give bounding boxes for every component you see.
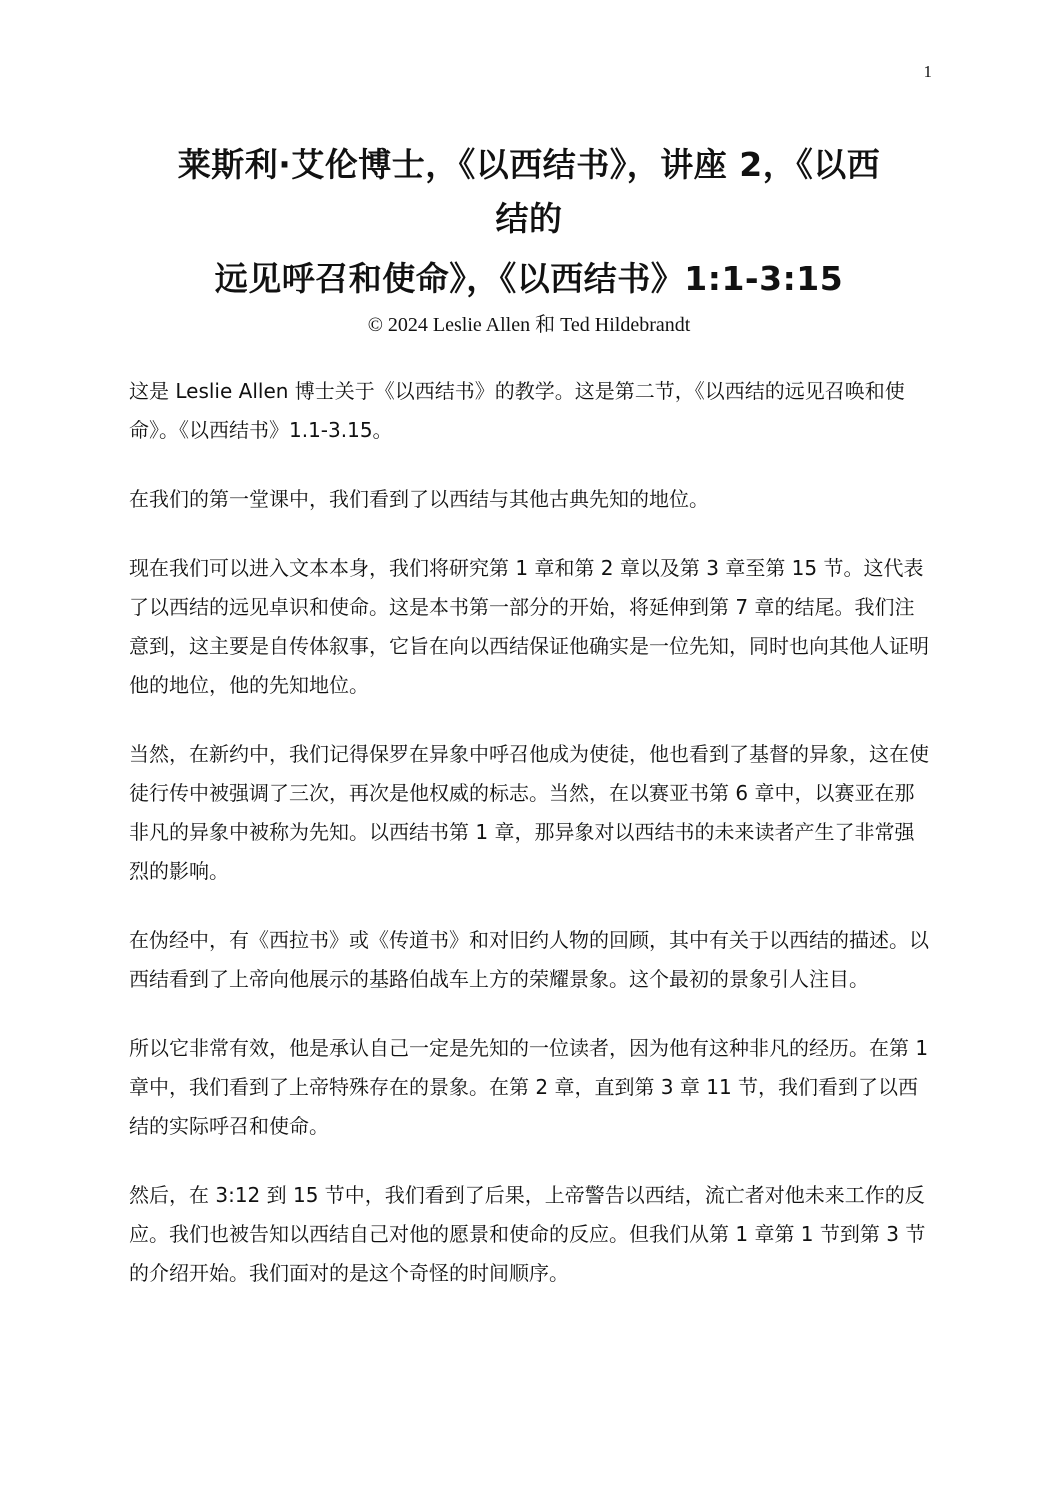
paragraph-intro: 这是 Leslie Allen 博士关于《以西结书》的教学。这是第二节，《以西结的远见召唤和使命》。《以西结书》1.1-3.15。 bbox=[129, 379, 905, 442]
page-number: 1 bbox=[923, 62, 932, 81]
document-title-line-3: 远见呼召和使命》，《以西结书》1:1-3:15 bbox=[214, 259, 844, 298]
document-body bbox=[129, 372, 929, 1323]
paragraph-effective: 所以它非常有效，他是承认自己一定是先知的一位读者，因为他有这种非凡的经历。在第 1 章中，我们看到了上帝特殊存在的景象。在第 2 章，直到第 3 章 11 节，我们看到了以西结的实际呼召和使命。 bbox=[129, 1036, 929, 1138]
document-header bbox=[120, 138, 938, 340]
copyright-notice: © 2024 Leslie Allen 和 Ted Hildebrandt bbox=[367, 314, 691, 336]
document-title-line-1: 莱斯利·艾伦博士，《以西结书》，讲座 2，《以西 bbox=[177, 145, 881, 184]
paragraph-new-testament: 当然，在新约中，我们记得保罗在异象中呼召他成为使徒，他也看到了基督的异象，这在使徒行传中被强调了三次，再次是他权威的标志。当然，在以赛亚书第 6 章中，以赛亚在那非凡的异象中被称为先知。以西结书第 1 章，那异象对以西结书的未来读者产生了非常强烈的影响。 bbox=[129, 742, 929, 883]
paragraph-text-itself: 现在我们可以进入文本本身，我们将研究第 1 章和第 2 章以及第 3 章至第 15 节。这代表了以西结的远见卓识和使命。这是本书第一部分的开始，将延伸到第 7 章的结尾。我们注意到，这主要是自传体叙事，它旨在向以西结保证他确实是一位先知，同时也向其他人证明他的地位，他的先知地位。 bbox=[129, 556, 929, 697]
document-title-line-2: 结的 bbox=[495, 199, 563, 238]
paragraph-apocrypha: 在伪经中，有《西拉书》或《传道书》和对旧约人物的回顾，其中有关于以西结的描述。以西结看到了上帝向他展示的基路伯战车上方的荣耀景象。这个最初的景象引人注目。 bbox=[129, 928, 929, 991]
paragraph-first-lesson: 在我们的第一堂课中，我们看到了以西结与其他古典先知的地位。 bbox=[129, 487, 709, 511]
paragraph-consequences: 然后，在 3:12 到 15 节中，我们看到了后果，上帝警告以西结，流亡者对他未来工作的反应。我们也被告知以西结自己对他的愿景和使命的反应。但我们从第 1 章第 1 节到第 3 节的介绍开始。我们面对的是这个奇怪的时间顺序。 bbox=[129, 1183, 926, 1285]
